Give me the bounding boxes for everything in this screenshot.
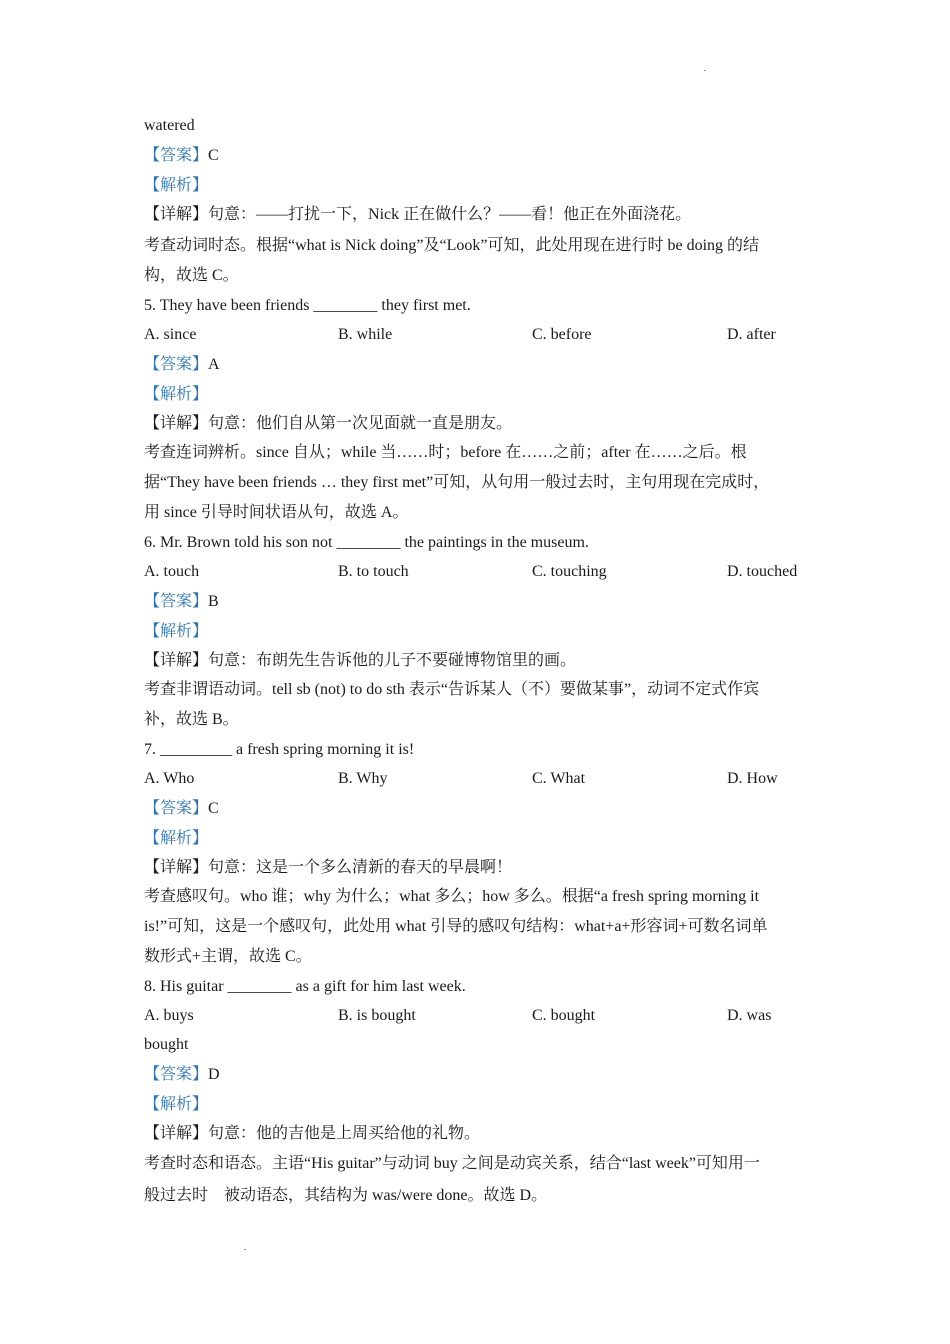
option-d-wrap: bought bbox=[144, 1036, 189, 1053]
option-b: B. is bought bbox=[338, 1007, 416, 1024]
explanation-line: 用 since 引导时间状语从句，故选 A。 bbox=[144, 504, 409, 521]
answer-value: A bbox=[208, 356, 220, 373]
option-a: A. touch bbox=[144, 563, 200, 580]
explanation-line: 考查感叹句。who 谁；why 为什么；what 多么；how 多么。根据“a fresh spring morning it bbox=[144, 888, 760, 905]
analysis-label: 【解析】 bbox=[144, 830, 209, 847]
option-c: C. bought bbox=[532, 1007, 596, 1024]
explanation-line: is!”可知，这是一个感叹句，此处用 what 引导的感叹句结构：what+a+形容词+可数名词单 bbox=[144, 918, 768, 935]
answer-value: C bbox=[208, 147, 219, 164]
detail-text: 句意：他们自从第一次见面就一直是朋友。 bbox=[208, 415, 513, 432]
option-d: D. How bbox=[727, 770, 778, 787]
analysis-label: 【解析】 bbox=[144, 623, 209, 640]
detail-label: 【详解】 bbox=[144, 415, 209, 432]
detail-text: 句意：这是一个多么清新的春天的早晨啊！ bbox=[208, 859, 513, 876]
option-b: B. Why bbox=[338, 770, 388, 787]
detail-label: 【详解】 bbox=[144, 1125, 209, 1142]
detail-label: 【详解】 bbox=[144, 652, 209, 669]
option-b: B. while bbox=[338, 326, 393, 343]
question-stem: 8. His guitar ________ as a gift for him last week. bbox=[144, 978, 466, 995]
answer-value: C bbox=[208, 800, 219, 817]
scan-mark bbox=[704, 70, 706, 71]
option-d: D. touched bbox=[727, 563, 798, 580]
detail-line bbox=[144, 651, 810, 671]
explanation-line: 考查动词时态。根据“what is Nick doing”及“Look”可知，此处用现在进行时 be doing 的结 bbox=[144, 237, 760, 254]
detail-text: 句意：——打扰一下，Nick 正在做什么？——看！他正在外面浇花。 bbox=[208, 206, 692, 223]
option-c: C. before bbox=[532, 326, 592, 343]
option-a: A. since bbox=[144, 326, 197, 343]
answer-value: B bbox=[208, 593, 219, 610]
analysis-label: 【解析】 bbox=[144, 177, 209, 194]
analysis-label: 【解析】 bbox=[144, 386, 209, 403]
option-c: C. What bbox=[532, 770, 586, 787]
answer-label: 【答案】 bbox=[144, 1066, 209, 1083]
question-stem: 6. Mr. Brown told his son not ________ the paintings in the museum. bbox=[144, 534, 589, 551]
option-d: D. was bbox=[727, 1007, 772, 1024]
answer-label: 【答案】 bbox=[144, 147, 209, 164]
answer-line bbox=[144, 146, 810, 166]
explanation-line: 考查非谓语动词。tell sb (not) to do sth 表示“告诉某人（不）要做某事”，动词不定式作宾 bbox=[144, 681, 760, 698]
explanation-line: 考查时态和语态。主语“His guitar”与动词 buy 之间是动宾关系，结合“last week”可知用一 bbox=[144, 1155, 760, 1172]
option-c: C. touching bbox=[532, 563, 607, 580]
detail-text: 句意：他的吉他是上周买给他的礼物。 bbox=[208, 1125, 481, 1142]
scan-mark bbox=[244, 1249, 246, 1250]
explanation-line: 考查连词辨析。since 自从；while 当……时；before 在……之前；after 在……之后。根 bbox=[144, 444, 747, 461]
detail-line bbox=[144, 205, 810, 225]
answer-label: 【答案】 bbox=[144, 593, 209, 610]
carry-over-option: watered bbox=[144, 117, 195, 134]
answer-line bbox=[144, 1065, 810, 1085]
answer-label: 【答案】 bbox=[144, 800, 209, 817]
answer-value: D bbox=[208, 1066, 220, 1083]
explanation-line: 般过去时 被动语态，其结构为 was/were done。故选 D。 bbox=[144, 1187, 548, 1204]
option-b: B. to touch bbox=[338, 563, 409, 580]
detail-label: 【详解】 bbox=[144, 859, 209, 876]
explanation-line: 据“They have been friends … they first met”可知，从句用一般过去时，主句用现在完成时， bbox=[144, 474, 770, 491]
detail-line bbox=[144, 1124, 810, 1144]
answer-line bbox=[144, 592, 810, 612]
analysis-label: 【解析】 bbox=[144, 1096, 209, 1113]
detail-text: 句意：布朗先生告诉他的儿子不要碰博物馆里的画。 bbox=[208, 652, 577, 669]
option-a: A. buys bbox=[144, 1007, 194, 1024]
question-stem: 5. They have been friends ________ they first met. bbox=[144, 297, 471, 314]
question-stem: 7. _________ a fresh spring morning it is! bbox=[144, 741, 415, 758]
option-a: A. Who bbox=[144, 770, 195, 787]
answer-line bbox=[144, 799, 810, 819]
option-d: D. after bbox=[727, 326, 776, 343]
explanation-line: 数形式+主谓，故选 C。 bbox=[144, 948, 312, 965]
detail-label: 【详解】 bbox=[144, 206, 209, 223]
detail-line bbox=[144, 858, 810, 878]
explanation-line: 补，故选 B。 bbox=[144, 711, 239, 728]
detail-line bbox=[144, 414, 810, 434]
answer-line bbox=[144, 355, 810, 375]
answer-label: 【答案】 bbox=[144, 356, 209, 373]
explanation-line: 构，故选 C。 bbox=[144, 267, 239, 284]
